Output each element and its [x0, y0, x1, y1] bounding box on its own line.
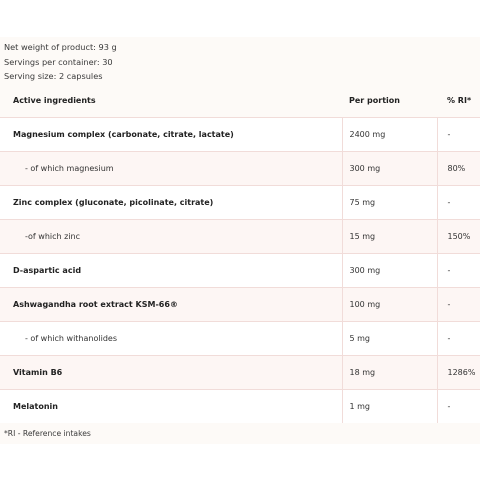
- ingredients-table: [0, 83, 480, 423]
- ingredient-portion: 5 mg: [342, 322, 437, 356]
- ingredient-portion: 75 mg: [342, 186, 437, 220]
- table-row: [0, 152, 480, 186]
- ingredient-ri: -: [437, 390, 480, 424]
- ingredient-portion: 2400 mg: [342, 118, 437, 152]
- ingredient-name: Vitamin B6: [0, 356, 342, 390]
- ingredient-ri: -: [437, 288, 480, 322]
- ingredient-name: - of which magnesium: [0, 152, 342, 186]
- ingredient-portion: 300 mg: [342, 254, 437, 288]
- servings-per-container-text: Servings per container: 30: [4, 57, 113, 67]
- ingredient-name: - of which withanolides: [0, 322, 342, 356]
- header-ingredient: Active ingredients: [0, 83, 342, 118]
- serving-size-text: Serving size: 2 capsules: [4, 71, 103, 81]
- ingredient-portion: 18 mg: [342, 356, 437, 390]
- table-row: [0, 220, 480, 254]
- table-row: [0, 322, 480, 356]
- table-row: [0, 356, 480, 390]
- ingredient-ri: -: [437, 186, 480, 220]
- ingredient-ri: 150%: [437, 220, 480, 254]
- ingredient-name: Magnesium complex (carbonate, citrate, lactate): [0, 118, 342, 152]
- net-weight-text: Net weight of product: 93 g: [4, 42, 117, 52]
- ingredient-ri: -: [437, 322, 480, 356]
- ingredient-ri: 80%: [437, 152, 480, 186]
- ingredient-name: Ashwagandha root extract KSM-66®: [0, 288, 342, 322]
- table-row: [0, 288, 480, 322]
- ingredient-name: Melatonin: [0, 390, 342, 424]
- ingredient-portion: 1 mg: [342, 390, 437, 424]
- table-row: [0, 118, 480, 152]
- ingredient-ri: 1286%: [437, 356, 480, 390]
- ingredient-name: -of which zinc: [0, 220, 342, 254]
- ingredient-portion: 100 mg: [342, 288, 437, 322]
- table-row: [0, 390, 480, 424]
- reference-intakes-footnote: *RI - Reference intakes: [4, 429, 91, 438]
- table-row: [0, 254, 480, 288]
- ingredient-name: Zinc complex (gluconate, picolinate, citrate): [0, 186, 342, 220]
- ingredient-ri: -: [437, 254, 480, 288]
- ingredient-ri: -: [437, 118, 480, 152]
- table-header-row: [0, 83, 480, 118]
- header-ri: % RI*: [437, 83, 480, 118]
- ingredient-portion: 300 mg: [342, 152, 437, 186]
- header-portion: Per portion: [342, 83, 437, 118]
- ingredient-name: D-aspartic acid: [0, 254, 342, 288]
- ingredient-portion: 15 mg: [342, 220, 437, 254]
- table-row: [0, 186, 480, 220]
